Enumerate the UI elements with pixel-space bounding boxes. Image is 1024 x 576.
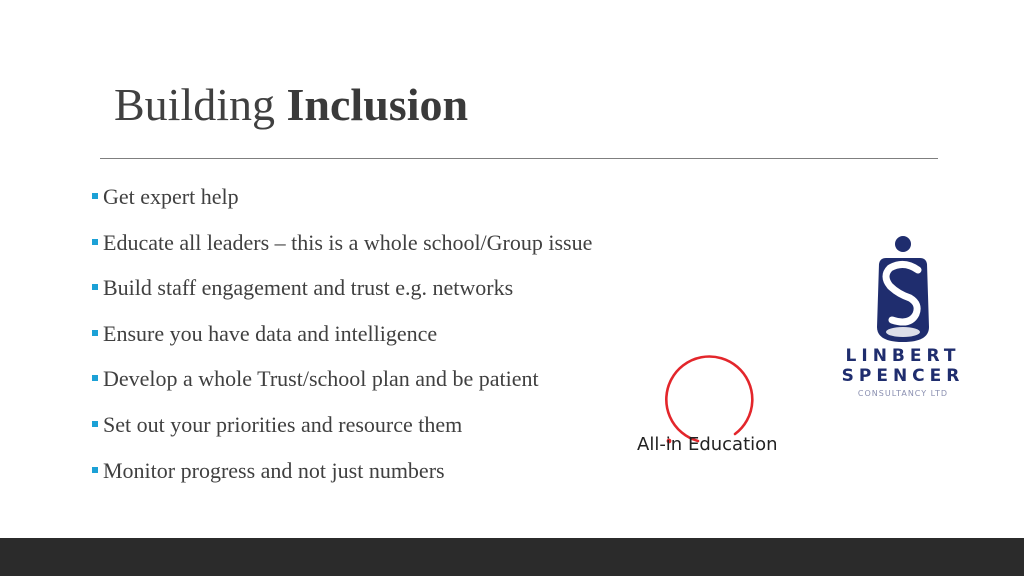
bullet-text: Monitor progress and not just numbers <box>103 457 445 483</box>
bullet-text: Educate all leaders – this is a whole school/Group issue <box>103 229 593 255</box>
square-bullet-icon <box>92 467 98 473</box>
bullet-item <box>92 318 592 364</box>
bullet-text: Get expert help <box>103 184 239 209</box>
bullet-text: Ensure you have data and intelligence <box>103 320 438 346</box>
square-bullet-icon <box>92 375 98 381</box>
bullet-list <box>92 181 592 500</box>
linbert-figure-icon <box>877 236 929 342</box>
bullet-item <box>92 409 592 455</box>
square-bullet-icon <box>92 284 98 290</box>
square-bullet-icon <box>92 193 98 199</box>
bullet-item <box>92 272 592 318</box>
footer-bar <box>0 538 1024 576</box>
bullet-text: Develop a whole Trust/school plan and be patient <box>103 366 539 392</box>
linbert-line1-text: LINBERT <box>845 346 961 366</box>
linbert-spencer-logo <box>826 232 980 404</box>
title-divider <box>100 158 938 159</box>
square-bullet-icon <box>92 421 98 427</box>
all-in-education-text: All-in Education <box>637 434 778 455</box>
square-bullet-icon <box>92 239 98 245</box>
linbert-line2-text: SPENCER <box>841 366 965 386</box>
slide-title-bold: Inclusion <box>286 79 469 130</box>
linbert-line3-text: CONSULTANCY LTD <box>857 389 949 398</box>
bullet-item <box>92 455 592 501</box>
slide-title <box>114 80 468 131</box>
bullet-item <box>92 227 592 273</box>
bullet-item <box>92 181 592 227</box>
bullet-text: Build staff engagement and trust e.g. networks <box>103 275 514 301</box>
bullet-item <box>92 363 592 409</box>
bullet-text: Set out your priorities and resource them <box>103 411 463 437</box>
all-in-ring-icon <box>666 357 752 441</box>
slide-title-normal: Building <box>114 79 287 130</box>
square-bullet-icon <box>92 330 98 336</box>
